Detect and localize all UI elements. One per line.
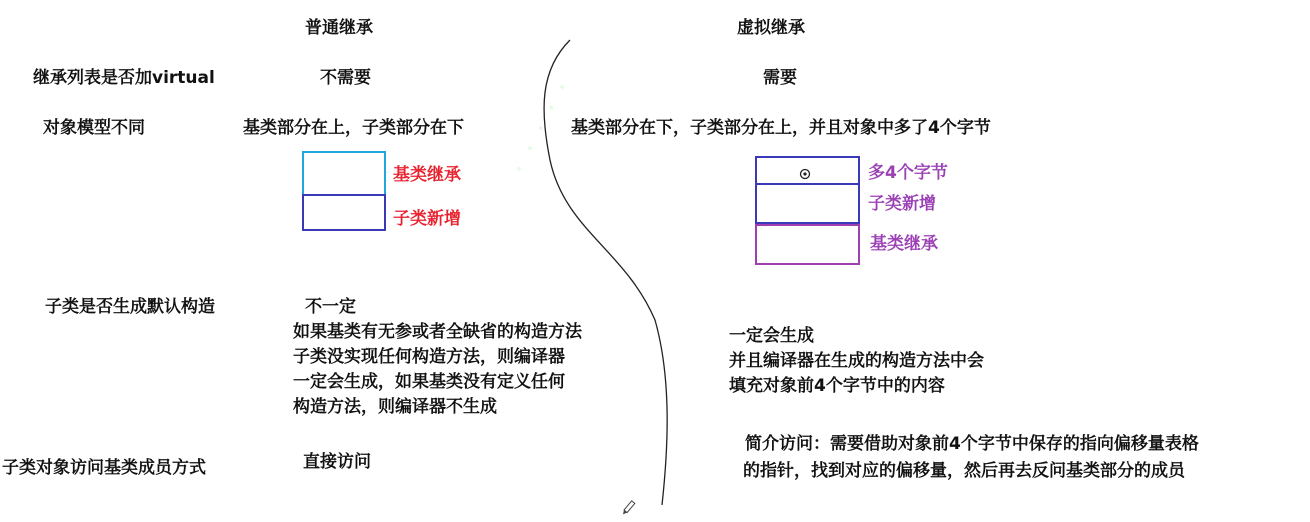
virtual-derived-box bbox=[755, 183, 860, 224]
virtual-member-access-line: 的指针，找到对应的偏移量，然后再去反问基类部分的成员 bbox=[743, 461, 1185, 481]
normal-virtual-keyword: 不需要 bbox=[320, 68, 371, 88]
normal-base-box bbox=[302, 151, 386, 196]
normal-default-ctor-line: 如果基类有无参或者全缺省的构造方法 bbox=[293, 322, 582, 342]
virtual-virtual-keyword: 需要 bbox=[763, 68, 797, 88]
row-label-member-access: 子类对象访问基类成员方式 bbox=[2, 458, 206, 478]
normal-default-ctor-title: 不一定 bbox=[305, 297, 356, 317]
row-label-virtual-keyword: 继承列表是否加virtual bbox=[33, 68, 215, 88]
normal-member-access: 直接访问 bbox=[303, 452, 371, 472]
virtual-member-access-line: 简介访问：需要借助对象前4个字节中保存的指向偏移量表格 bbox=[745, 434, 1199, 454]
virtual-object-model: 基类部分在下，子类部分在上，并且对象中多了4个字节 bbox=[571, 118, 991, 138]
virtual-default-ctor-line: 填充对象前4个字节中的内容 bbox=[729, 376, 945, 396]
virtual-vbptr-label: 多4个字节 bbox=[868, 163, 948, 183]
normal-derived-box bbox=[302, 194, 386, 231]
watermark: · · · · · bbox=[502, 73, 582, 182]
normal-base-label: 基类继承 bbox=[393, 165, 461, 185]
header-virtual: 虚拟继承 bbox=[737, 18, 805, 38]
virtual-base-label: 基类继承 bbox=[870, 234, 938, 254]
normal-object-model: 基类部分在上，子类部分在下 bbox=[243, 118, 464, 138]
virtual-default-ctor-line: 一定会生成 bbox=[729, 326, 814, 346]
virtual-derived-label: 子类新增 bbox=[868, 194, 936, 214]
row-label-object-model: 对象模型不同 bbox=[43, 118, 145, 138]
virtual-base-box bbox=[755, 224, 860, 265]
normal-default-ctor-line: 一定会生成，如果基类没有定义任何 bbox=[293, 372, 565, 392]
mouse-cursor-icon bbox=[798, 167, 812, 181]
pencil-cursor-icon bbox=[621, 501, 634, 516]
normal-derived-label: 子类新增 bbox=[393, 209, 461, 229]
header-normal: 普通继承 bbox=[305, 18, 373, 38]
virtual-default-ctor-line: 并且编译器在生成的构造方法中会 bbox=[729, 351, 984, 371]
row-label-default-ctor: 子类是否生成默认构造 bbox=[45, 297, 215, 317]
normal-default-ctor-line: 子类没实现任何构造方法，则编译器 bbox=[293, 347, 565, 367]
normal-default-ctor-line: 构造方法，则编译器不生成 bbox=[293, 397, 497, 417]
